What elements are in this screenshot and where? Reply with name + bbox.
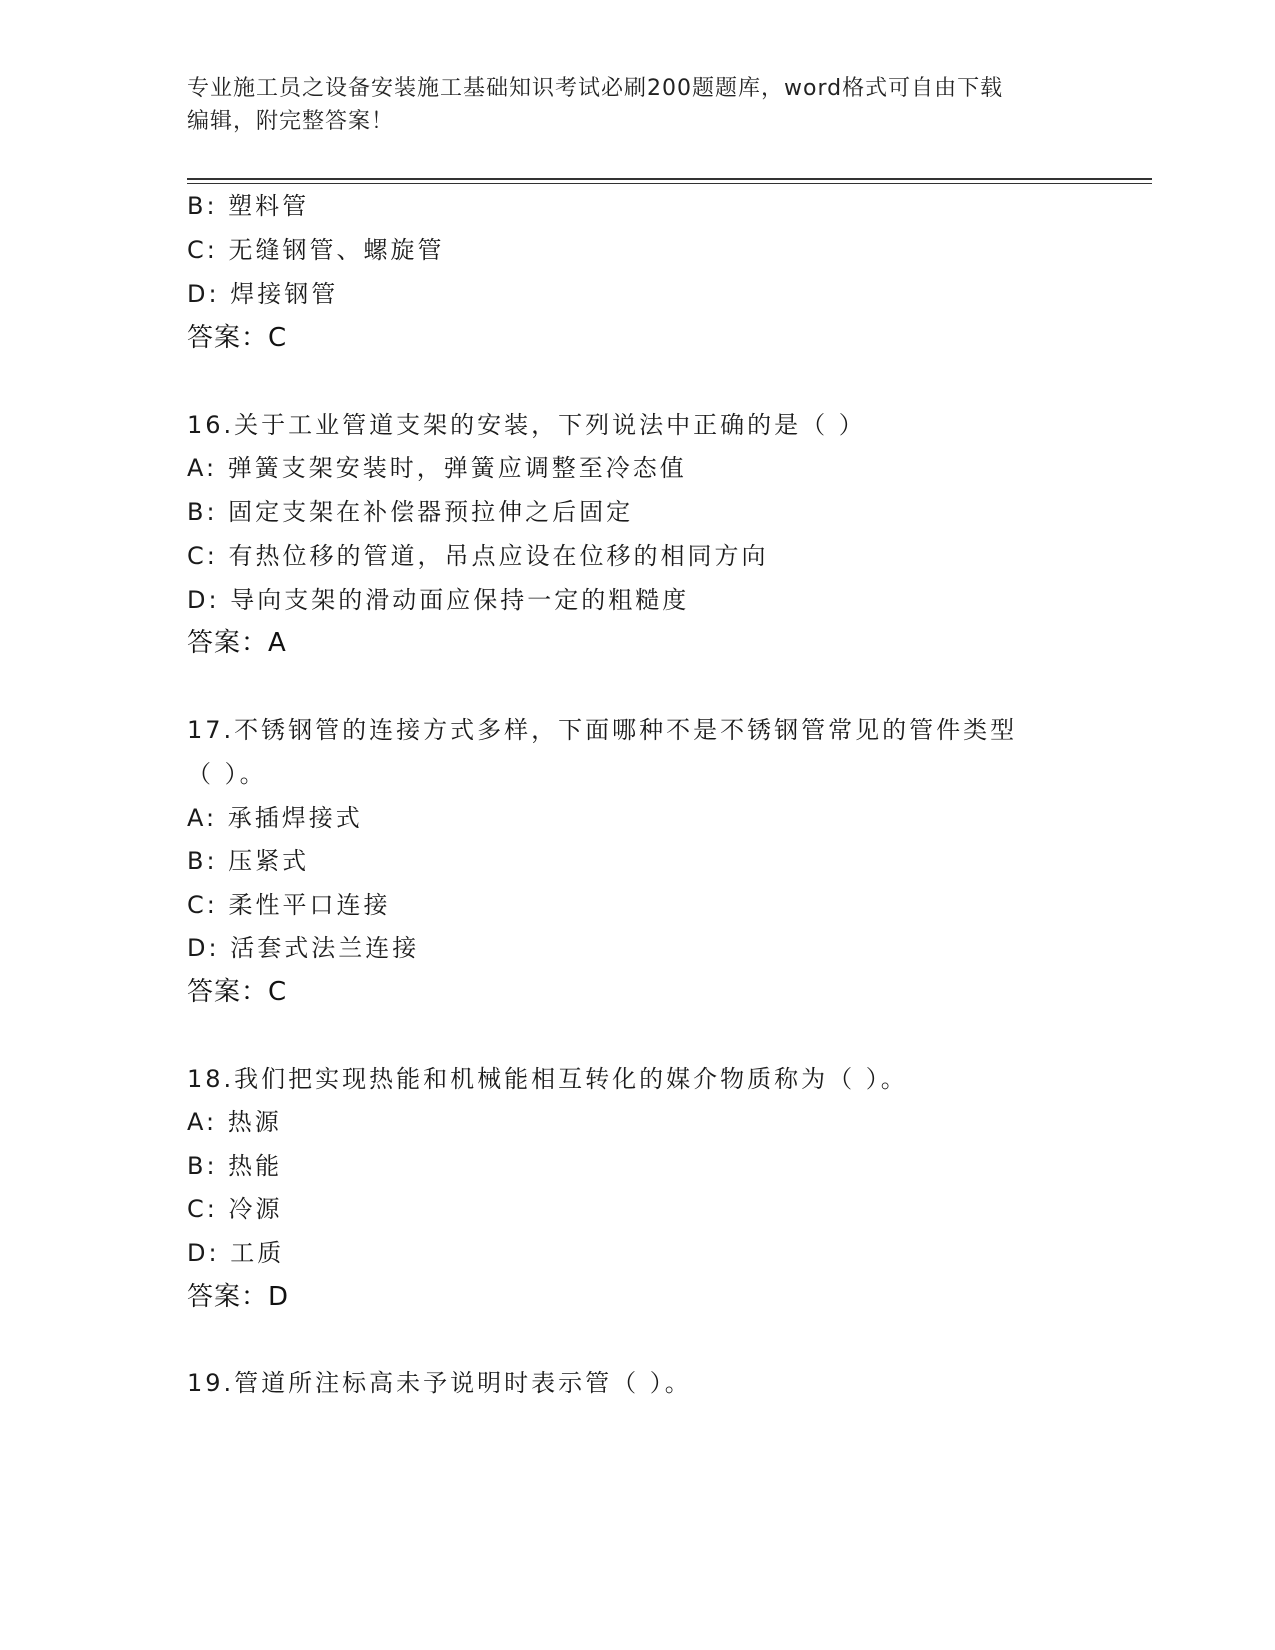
q15-option-b: B: 塑料管 — [187, 192, 310, 220]
q17-stem-line-2: （ ）。 — [187, 760, 267, 788]
q15-option-c: C: 无缝钢管、螺旋管 — [187, 236, 445, 264]
q15-answer: 答案：C — [187, 323, 288, 353]
q17-stem-line-1: 17.不锈钢管的连接方式多样，下面哪种不是不锈钢管常见的管件类型 — [187, 716, 1018, 744]
q16-option-d: D: 导向支架的滑动面应保持一定的粗糙度 — [187, 586, 690, 614]
q17-option-a: A: 承插焊接式 — [187, 804, 363, 832]
document-header — [187, 72, 1067, 138]
q16-option-b: B: 固定支架在补偿器预拉伸之后固定 — [187, 498, 634, 526]
q18-answer: 答案：D — [187, 1282, 290, 1312]
q17-answer: 答案：C — [187, 977, 288, 1007]
q18-option-c: C: 冷源 — [187, 1195, 283, 1223]
q17-option-d: D: 活套式法兰连接 — [187, 934, 420, 962]
header-divider-thick — [187, 178, 1152, 180]
q16-option-a: A: 弹簧支架安装时，弹簧应调整至冷态值 — [187, 454, 687, 482]
q16-answer: 答案：A — [187, 628, 287, 658]
header-divider-thin — [187, 183, 1152, 184]
q17-option-c: C: 柔性平口连接 — [187, 891, 391, 919]
q18-option-d: D: 工质 — [187, 1239, 285, 1267]
q16-option-c: C: 有热位移的管道，吊点应设在位移的相同方向 — [187, 542, 769, 570]
q15-option-d: D: 焊接钢管 — [187, 280, 339, 308]
q18-option-b: B: 热能 — [187, 1152, 283, 1180]
q18-stem: 18.我们把实现热能和机械能相互转化的媒介物质称为（ ）。 — [187, 1065, 908, 1093]
q19-stem: 19.管道所注标高未予说明时表示管（ ）。 — [187, 1369, 692, 1397]
q16-stem: 16.关于工业管道支架的安装，下列说法中正确的是（ ） — [187, 411, 866, 439]
q18-option-a: A: 热源 — [187, 1108, 282, 1136]
header-title-line-2: 编辑，附完整答案！ — [187, 109, 395, 134]
q17-option-b: B: 压紧式 — [187, 847, 310, 875]
header-title-line-1: 专业施工员之设备安装施工基础知识考试必刷200题题库，word格式可自由下载 — [187, 76, 1004, 101]
